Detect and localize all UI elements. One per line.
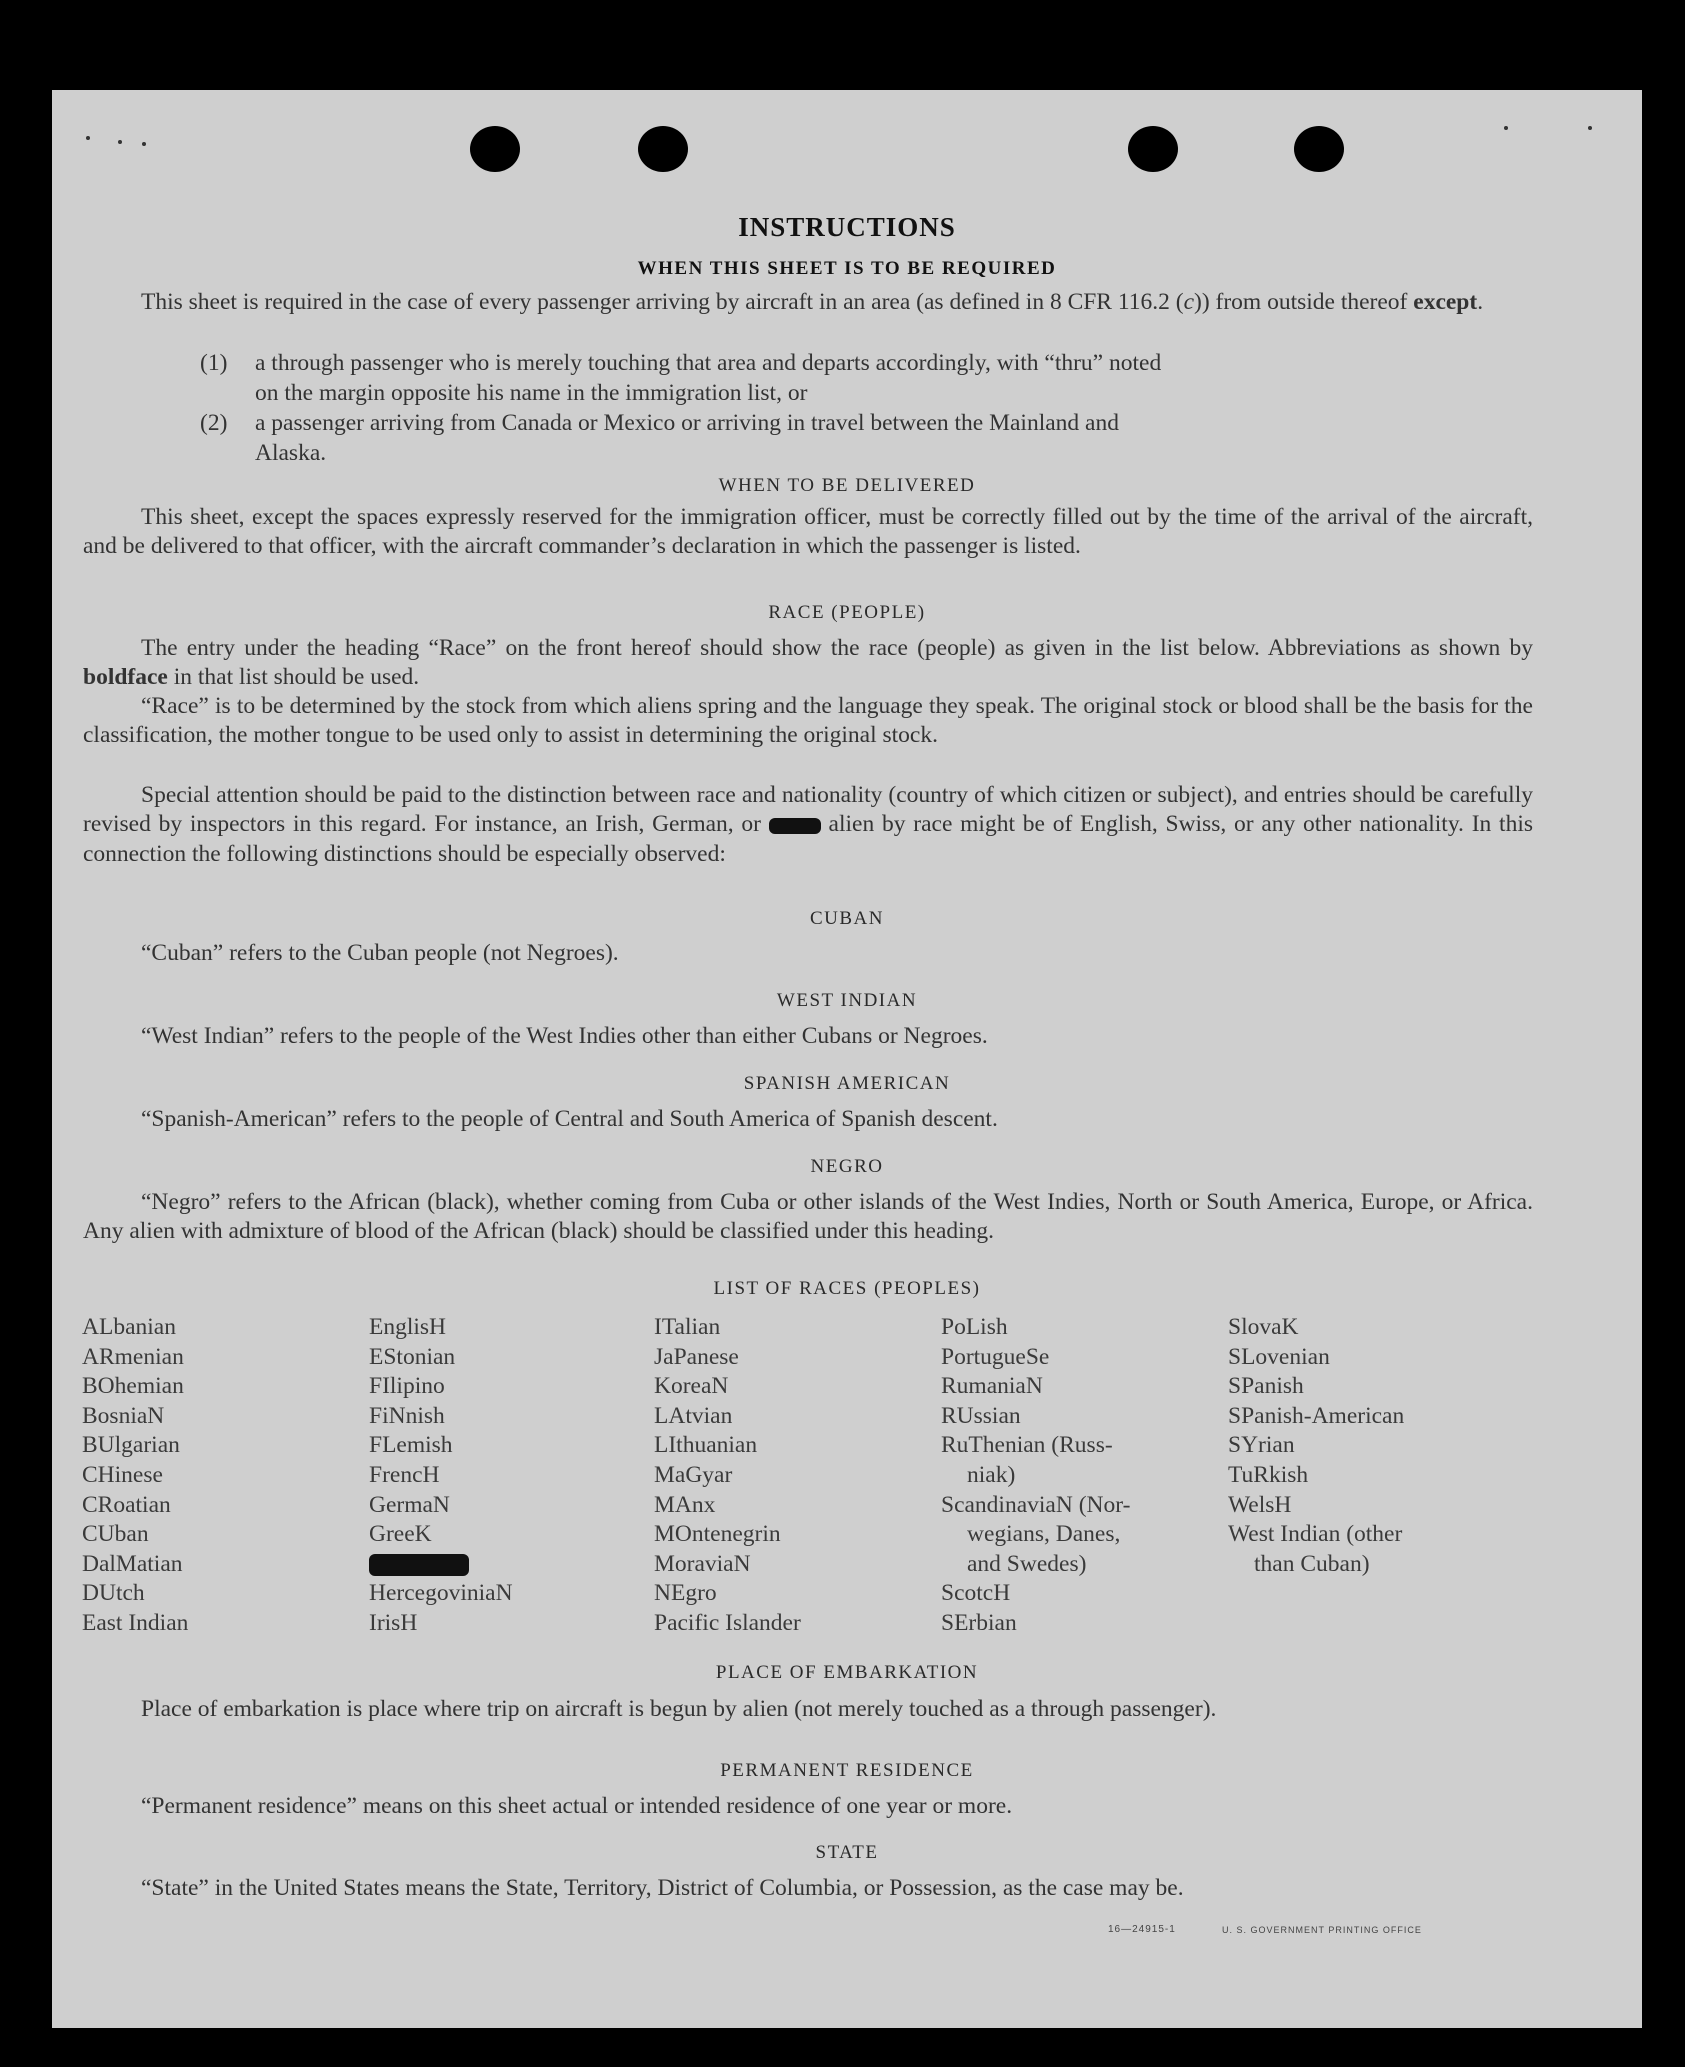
race-entry: RUssian [941, 1402, 1021, 1429]
race-entry: FIlipino [369, 1373, 445, 1400]
heading-spanish-american: SPANISH AMERICAN [743, 1073, 951, 1094]
paragraph-state: “State” in the United States means the State, Territory, District of Columbia, or Possession, as the case may be. [141, 1875, 1184, 1901]
race-entry: DUtch [82, 1580, 145, 1607]
race-entry: PoLish [941, 1314, 1008, 1340]
race-entry: TuRkish [1228, 1461, 1309, 1488]
heading-list-of-races: LIST OF RACES (PEOPLES) [713, 1278, 981, 1299]
race-entry: IrisH [369, 1609, 418, 1636]
race-entry: than Cuban) [1254, 1550, 1370, 1577]
race-entry: LAtvian [654, 1402, 733, 1429]
race-entry: RuThenian (Russ- [941, 1432, 1113, 1459]
race-entry: MAnx [654, 1491, 716, 1518]
race-entry: PortugueSe [941, 1343, 1050, 1370]
race-entry: ARmenian [82, 1343, 184, 1370]
race-entry: BosniaN [82, 1402, 165, 1429]
race-entry: BOhemian [82, 1373, 184, 1400]
race-entry-redacted [369, 1550, 513, 1580]
race-entry: MOntenegrin [654, 1521, 781, 1548]
paragraph-when-delivered: This sheet, except the spaces expressly reserved for the immigration officer, must be correctly filled out by the time of the arrival of the aircraft, and be delivered to that officer, with the aircraft commander’s declaration in which the passenger is listed. [83, 504, 1533, 560]
race-entry: RumaniaN [941, 1373, 1043, 1400]
form-code: 16—24915-1 [1108, 1924, 1176, 1935]
speck [118, 140, 122, 144]
paragraph-negro: “Negro” refers to the African (black), whether coming from Cuba or other islands of the West Indies, North or South America, Europe, or Africa. Any alien with admixture of blood of the African (black) should be classified under this heading. [83, 1189, 1533, 1245]
race-entry: GreeK [369, 1521, 432, 1548]
race-entry: CRoatian [82, 1491, 171, 1518]
paragraph-race-1: The entry under the heading “Race” on the front hereof should show the race (people) as given in the list below. Abbreviations as shown by boldface in that list should be used. [83, 635, 1533, 691]
speck [86, 136, 90, 140]
race-entry: ScotcH [941, 1580, 1011, 1607]
race-entry: FrencH [369, 1461, 440, 1488]
race-entry: and Swedes) [967, 1550, 1087, 1577]
race-entry: SLovenian [1228, 1343, 1330, 1370]
page-title: INSTRUCTIONS [738, 212, 956, 242]
race-entry: DalMatian [82, 1550, 183, 1577]
speck [142, 142, 146, 146]
heading-embarkation: PLACE OF EMBARKATION [715, 1662, 979, 1683]
race-entry: KoreaN [654, 1373, 729, 1400]
race-column-4 [941, 1313, 1130, 1639]
race-entry: MaGyar [654, 1461, 733, 1488]
race-column-1 [82, 1313, 188, 1639]
race-entry: WelsH [1228, 1491, 1292, 1518]
race-entry: SlovaK [1228, 1314, 1299, 1340]
race-entry: Pacific Islander [654, 1609, 801, 1636]
race-entry: JaPanese [654, 1343, 739, 1370]
paragraph-embarkation: Place of embarkation is place where trip on aircraft is begun by alien (not merely touched as a through passenger). [141, 1696, 1217, 1722]
paragraph-residence: “Permanent residence” means on this sheet actual or intended residence of one year or more. [141, 1793, 1013, 1819]
race-column-3 [654, 1313, 801, 1639]
paragraph-cuban: “Cuban” refers to the Cuban people (not Negroes). [141, 940, 619, 966]
heading-cuban: CUBAN [809, 908, 884, 929]
race-entry: EnglisH [369, 1314, 447, 1340]
heading-residence: PERMANENT RESIDENCE [720, 1760, 974, 1781]
race-entry: GermaN [369, 1491, 450, 1518]
punch-hole-2 [638, 126, 688, 172]
speck [1504, 126, 1508, 130]
race-entry: EStonian [369, 1343, 456, 1370]
heading-race: RACE (PEOPLE) [768, 602, 926, 623]
race-entry: FiNnish [369, 1402, 445, 1429]
race-entry: SYrian [1228, 1432, 1295, 1459]
printer-line: U. S. GOVERNMENT PRINTING OFFICE [1222, 1925, 1422, 1935]
race-column-2 [369, 1313, 513, 1639]
speck [1588, 126, 1592, 130]
race-entry: wegians, Danes, [967, 1521, 1121, 1548]
punch-hole-1 [470, 126, 520, 172]
race-entry: BUlgarian [82, 1432, 180, 1459]
race-entry: HercegoviniaN [369, 1580, 513, 1607]
race-entry: East Indian [82, 1609, 189, 1636]
race-entry: MoraviaN [654, 1550, 751, 1577]
exception-item-2: (2) a passenger arriving from Canada or Mexico or arriving in travel between the Mainland and Alaska. [200, 410, 1119, 466]
race-column-5 [1228, 1313, 1404, 1579]
paragraph-race-2: “Race” is to be determined by the stock from which aliens spring and the language they speak. The original stock or blood shall be the basis for the classification, the mother tongue to be used only to assist in determining the original stock. [83, 693, 1533, 749]
race-entry: ALbanian [82, 1314, 176, 1340]
paragraph-west-indian: “West Indian” refers to the people of the West Indies other than either Cubans or Negroes. [141, 1023, 988, 1049]
race-entry: SErbian [941, 1609, 1017, 1636]
race-entry: CUban [82, 1521, 149, 1548]
race-entry: LIthuanian [654, 1432, 758, 1459]
heading-west-indian: WEST INDIAN [776, 990, 918, 1011]
redaction-mark [369, 1554, 469, 1576]
paragraph-when-required: This sheet is required in the case of every passenger arriving by aircraft in an area (as defined in 8 CFR 116.2 (c)) from outside thereof except. [141, 289, 1484, 315]
punch-hole-3 [1128, 126, 1178, 172]
race-entry: ITalian [654, 1314, 721, 1340]
race-entry: CHinese [82, 1461, 163, 1488]
redaction-mark [769, 818, 821, 834]
heading-negro: NEGRO [810, 1156, 884, 1177]
punch-hole-4 [1294, 126, 1344, 172]
heading-state: STATE [815, 1842, 879, 1863]
heading-when-required: WHEN THIS SHEET IS TO BE REQUIRED [637, 258, 1057, 279]
exception-item-1: (1) a through passenger who is merely touching that area and departs accordingly, with “thru” noted on the margin opposite his name in the immigration list, or [200, 350, 1162, 406]
race-entry: FLemish [369, 1432, 453, 1459]
race-entry: West Indian (other [1228, 1521, 1403, 1548]
race-entry: SPanish [1228, 1373, 1304, 1400]
race-entry: SPanish-American [1228, 1402, 1405, 1429]
document-sheet [52, 90, 1642, 2028]
race-entry: niak) [967, 1461, 1016, 1488]
paragraph-race-3: Special attention should be paid to the distinction between race and nationality (country of which citizen or subject), and entries should be carefully revised by inspectors in this regard. For instance, an Irish, German, or alien by race might be of English, Swiss, or any other nationality. In this connection the following distinctions should be especially observed: [83, 782, 1533, 867]
race-entry: ScandinaviaN (Nor- [941, 1491, 1131, 1518]
race-entry: NEgro [654, 1580, 717, 1607]
heading-when-delivered: WHEN TO BE DELIVERED [718, 475, 976, 496]
paragraph-spanish-american: “Spanish-American” refers to the people of Central and South America of Spanish descent. [141, 1106, 998, 1132]
